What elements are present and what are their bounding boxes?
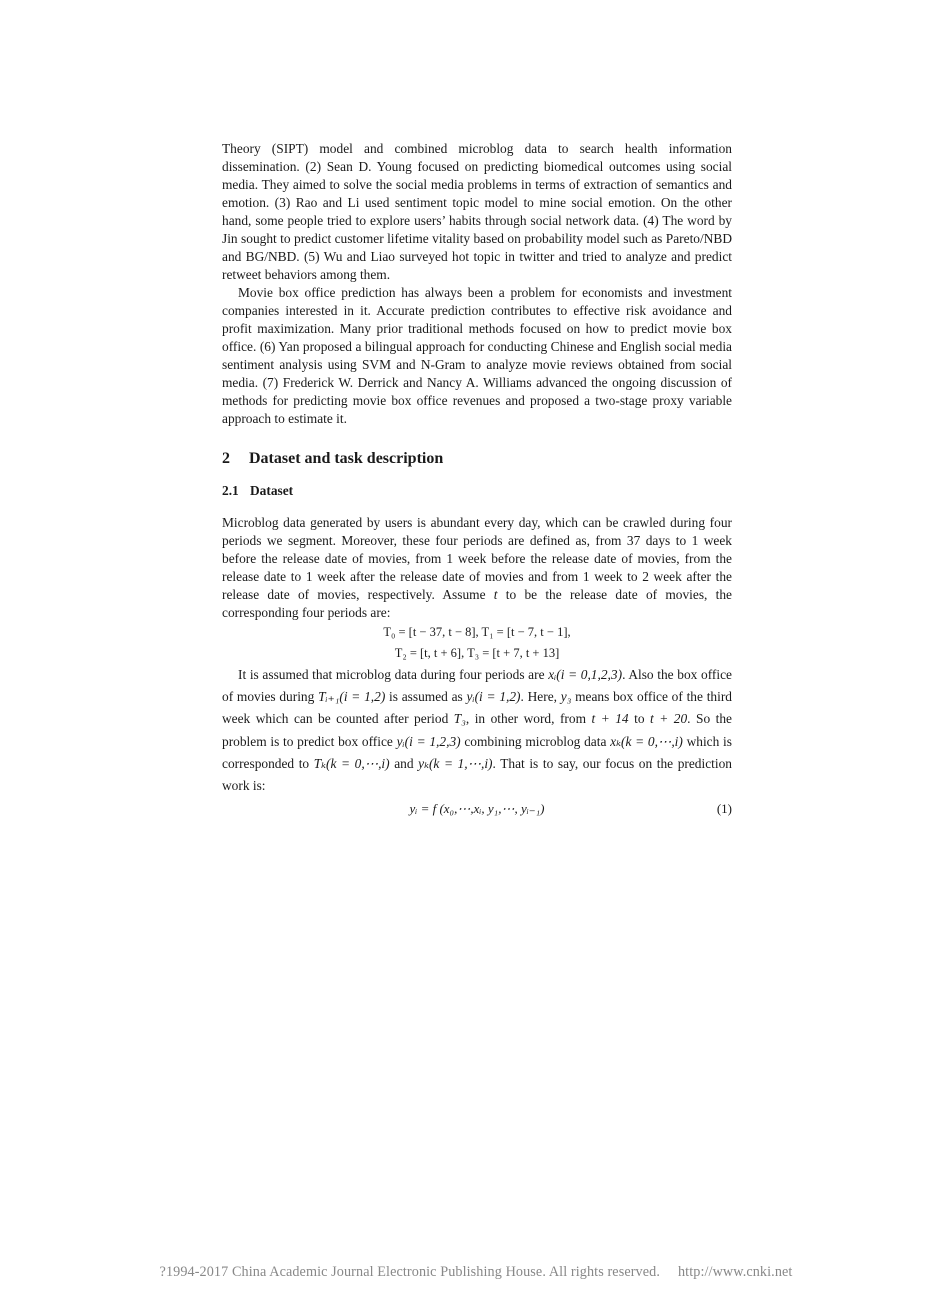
section-number: 2 bbox=[222, 450, 230, 467]
page-body bbox=[222, 140, 732, 821]
assumption-text: . Also the box office of movies during bbox=[222, 667, 732, 705]
inline-math: T₃ bbox=[453, 711, 466, 727]
inline-math: yᵢ(i = 1,2,3) bbox=[396, 733, 461, 749]
page-footer bbox=[0, 1264, 952, 1281]
paragraph-box-office-prediction: Movie box office prediction has always been a problem for economists and investment companies interested in it. Accurate prediction contributes to effective risk avoidance and profit maximization. Many prior traditional methods focused on how to predict movie box office. (6) Yan proposed a bilingual approach for conducting Chinese and English social media sentiment analysis using SVM and N-Gram to analyze movie reviews obtained from social media. (7) Frederick W. Derrick and Nancy A. Williams advanced the ongoing discussion of methods for predicting movie box office revenues and proposed a two-stage proxy variable approach to estimate it. bbox=[222, 285, 732, 426]
assumption-text: , in other word, from bbox=[465, 711, 592, 727]
inline-math: yᵢ(i = 1,2) bbox=[466, 689, 521, 705]
inline-math: y₃ bbox=[560, 689, 572, 705]
inline-math: xₖ(k = 0,⋯,i) bbox=[610, 733, 683, 749]
inline-math: xᵢ(i = 0,1,2,3) bbox=[548, 667, 623, 682]
paragraph-related-work: Theory (SIPT) model and combined microblog data to search health information dissemination. (2) Sean D. Young focused on predicting biomedical outcomes using social media. They aimed to solve the social media problems in terms of extraction of semantics and emotion. (3) Rao and Li used sentiment topic model to mine social emotion. On the other hand, some people tried to explore users’ habits through social network data. (4) The word by Jin sought to predict customer lifetime vitality based on probability model such as Pareto/NBD and BG/NBD. (5) Wu and Liao surveyed hot topic in twitter and tried to analyze and predict retweet behaviors among them. bbox=[222, 141, 732, 282]
dataset-text-b: to be the release date of movies, the corresponding four periods are: bbox=[222, 587, 732, 620]
subsection-title: Dataset bbox=[250, 483, 294, 498]
periods-line-2: T₂ = [t, t + 6], T₃ = [t + 7, t + 13] bbox=[394, 646, 560, 660]
assumption-text: It is assumed that microblog data during four periods are bbox=[238, 667, 549, 682]
footer-copyright: ?1994-2017 China Academic Journal Electronic Publishing House. All rights reserved. bbox=[159, 1264, 660, 1280]
inline-math: Tₖ(k = 0,⋯,i) bbox=[313, 755, 390, 771]
equation-formula: yᵢ = f (x₀,⋯,xᵢ, y₁,⋯, yᵢ₋₁) bbox=[409, 801, 545, 817]
variable-t: t bbox=[493, 587, 498, 602]
dataset-text-a: Microblog data generated by users is abundant every day, which can be crawled during four periods we segment. Moreover, these four periods are defined as, from 37 days to 1 week before the release date of movies, from 1 week before the release date of movies, from the release date to 1 week after the release date of movies and from 1 week to 2 week after the release date of movies, respectively. Assume bbox=[222, 515, 732, 602]
inline-math: t + 20 bbox=[650, 711, 688, 727]
inline-math: yₖ(k = 1,⋯,i) bbox=[418, 755, 493, 771]
assumption-text: which is corresponded to bbox=[222, 733, 732, 771]
equation-1 bbox=[222, 797, 732, 821]
footer-url: http://www.cnki.net bbox=[677, 1264, 793, 1280]
assumption-text: and bbox=[389, 755, 419, 771]
paragraph-assumption bbox=[222, 664, 732, 797]
assumption-text: means box office of the third week which can be counted after period bbox=[222, 689, 732, 727]
assumption-text: is assumed as bbox=[385, 689, 467, 705]
assumption-text: to bbox=[628, 711, 651, 727]
paragraph-dataset bbox=[222, 514, 732, 622]
section-title: Dataset and task description bbox=[249, 450, 444, 467]
section-heading bbox=[222, 448, 732, 470]
assumption-text: . Here, bbox=[520, 689, 561, 705]
equation-number: (1) bbox=[716, 801, 732, 817]
subsection-heading bbox=[222, 482, 732, 500]
inline-math: t + 14 bbox=[591, 711, 629, 727]
assumption-text: . That is to say, our focus on the prediction work is: bbox=[222, 755, 732, 794]
assumption-text: . So the problem is to predict box office bbox=[222, 711, 733, 749]
periods-line-1: T₀ = [t − 37, t − 8], T₁ = [t − 7, t − 1], bbox=[383, 625, 571, 639]
inline-math: Tᵢ₊₁(i = 1,2) bbox=[318, 689, 386, 705]
assumption-text: combining microblog data bbox=[460, 733, 611, 749]
subsection-number: 2.1 bbox=[222, 483, 239, 498]
